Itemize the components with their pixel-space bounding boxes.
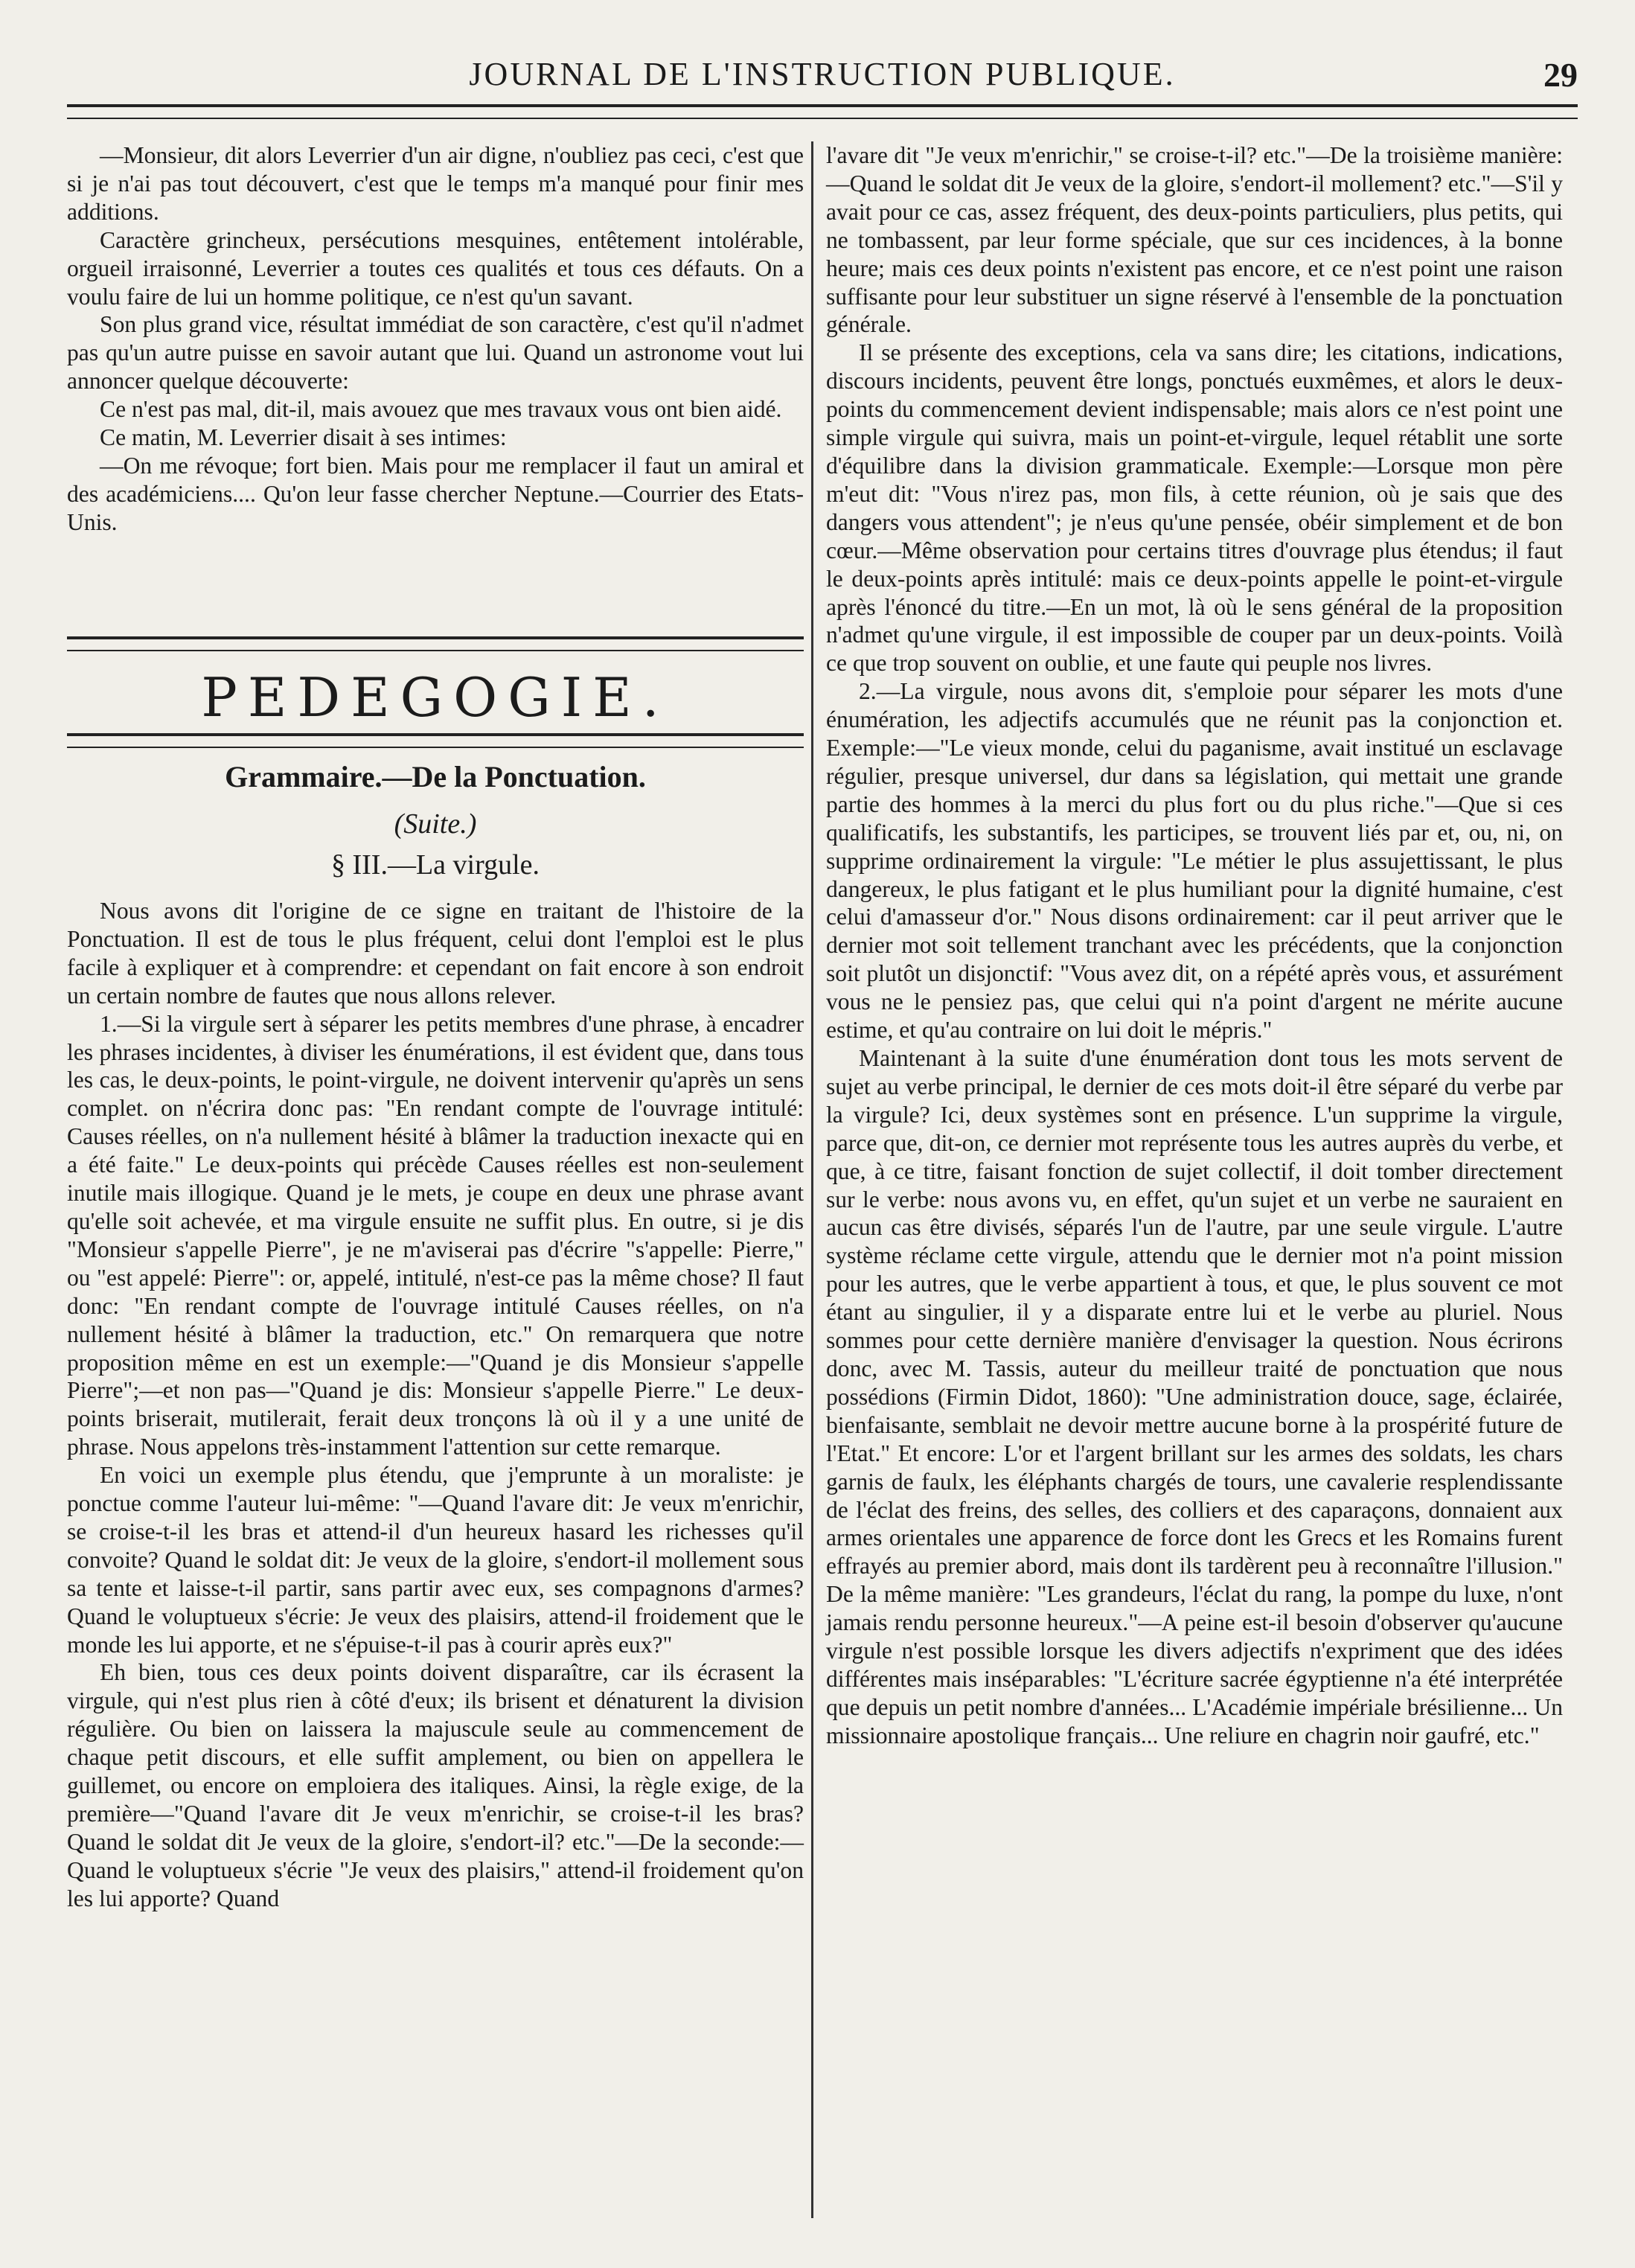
article-continued: (Suite.) [394, 808, 477, 840]
paragraph: Ce n'est pas mal, dit-il, mais avouez que mes travaux vous ont bien aidé. [100, 396, 782, 423]
paragraph: Caractère grincheux, persécutions mesquines, entêtement intolérable, orgueil irraisonné, Leverrier a toutes ces qualités et tous ces défauts. On a voulu faire de lui un homme politique, ce n'est qu'un savant. [67, 226, 804, 310]
article-heading: Grammaire.—De la Ponctuation. [225, 760, 646, 793]
paragraph: Nous avons dit l'origine de ce signe en traitant de l'histoire de la Ponctuation. Il est de tous le plus fréquent, celui dont l'emploi est le plus facile à expliquer et à comprendre: et cependant on fait encore à son endroit un certain nombre de fautes que nous allons relever. [67, 898, 804, 1009]
paragraph: l'avare dit "Je veux m'enrichir," se croise-t-il? etc."—De la troisième manière:—Quand le soldat dit Je veux de la gloire, s'endort-il mollement? etc."—S'il y avait pour ce cas, assez fréquent, des deux-points particuliers, plus petits, qui ne tombassent, par leur forme spéciale, que sur ces incidences, à la bonne heure; mais ces deux points n'existent pas encore, et ce n'est point une raison suffisante pour leur substituer un signe réservé à l'ensemble de la ponctuation générale. [826, 142, 1563, 338]
right-column [826, 141, 1563, 1750]
section-double-rule [67, 733, 804, 748]
paragraph: —On me révoque; fort bien. Mais pour me remplacer il faut un amiral et des académiciens.... Qu'on leur fasse chercher Neptune.—Courrier des Etats-Unis. [67, 452, 804, 535]
page-number: 29 [1543, 56, 1578, 94]
paragraph: Maintenant à la suite d'une énumération dont tous les mots servent de sujet au verbe principal, le dernier de ces mots doit-il être séparé du verbe par la virgule? Ici, deux systèmes sont en présence. L'un supprime la virgule, parce que, dit-on, ce dernier mot représente tous les autres auprès du verbe, et que, à ce titre, faisant fonction de sujet collectif, il doit tomber directement sur le verbe: nous avons vu, en effet, qu'un sujet et un verbe ne sauraient en aucun cas être divisés, séparés l'un de l'autre, par une seule virgule. L'autre système réclame cette virgule, attendu que le dernier mot n'a point mission pour les autres, que le verbe appartient à tous, et que, le plus souvent ce mot étant au singulier, il y a disparate entre lui et le verbe au pluriel. Nous sommes pour cette dernière manière d'envisager la question. Nous écrirons donc, avec M. Tassis, auteur du meilleur traité de ponctuation que nous possédions (Firmin Didot, 1860): "Une administration douce, sage, éclairée, bienfaisante, semblait ne devoir mettre aucune borne à la prospérité future de l'Etat." Et encore: L'or et l'argent brillant sur les armes des soldats, les chars garnis de faulx, les éléphants chargés de tours, une cavalerie resplendissante de l'éclat des freins, des selles, des colliers et des caparaçons, donnaient aux armes orientales une apparence de force dont les Grecs et les Romains furent effrayés au premier abord, mais dont ils tardèrent peu à reconnaître l'illusion." De la même manière: "Les grandeurs, l'éclat du rang, la pompe du luxe, n'ont jamais rendu personne heureux."—A peine est-il besoin d'observer qu'aucune virgule n'est possible lorsque les divers adjectifs n'expriment que des idées différentes mais inséparables: "L'écriture sacrée égyptienne n'a été interprétée que depuis un petit nombre d'années... L'Académie impériale brésilienne... Un missionnaire apostolique français... Une reliure en chagrin noir gaufré, etc." [826, 1045, 1563, 1748]
paragraph: —Monsieur, dit alors Leverrier d'un air digne, n'oubliez pas ceci, c'est que si je n'ai pas tout découvert, c'est que le temps m'a manqué pour finir mes additions. [67, 142, 804, 225]
paragraph: Son plus grand vice, résultat immédiat de son caractère, c'est qu'il n'admet pas qu'un autre puisse en savoir autant que lui. Quand un astronome vout lui annoncer quelque découverte: [67, 311, 804, 394]
paragraph: Ce matin, M. Leverrier disait à ses intimes: [100, 424, 507, 451]
paragraph: Il se présente des exceptions, cela va sans dire; les citations, indications, discours incidents, peuvent être longs, ponctués euxmêmes, et alors le deux-points du commencement devient indispensable; mais alors ce n'est point une simple virgule qui suivra, mais un point-et-virgule, lequel rétablit une sorte d'équilibre dans la division grammaticale. Exemple:—Lorsque mon père m'eut dit: "Vous n'irez pas, mon fils, à cette réunion, où je sais que des dangers vous attendent"; je n'eus qu'une pensée, obéir simplement et de bon cœur.—Même observation pour certains titres d'ouvrage plus étendus; il faut le deux-points après intitulé: mais ce deux-points appelle le point-et-virgule après l'énoncé du titre.—En un mot, là où le sens général de la proposition n'admet qu'une virgule, il est impossible de couper par un deux-points. Voilà ce que trop souvent on oublie, et une faute qui peuple nos livres. [826, 339, 1563, 677]
journal-title: JOURNAL DE L'INSTRUCTION PUBLIQUE. [469, 56, 1176, 92]
header-double-rule [67, 104, 1578, 119]
paragraph: 1.—Si la virgule sert à séparer les petits membres d'une phrase, à encadrer les phrases incidentes, à diviser les énumérations, il est évident que, dans tous les cas, le deux-points, le point-virgule, ne doivent intervenir qu'après un sens complet. on n'écrira donc pas: "En rendant compte de l'ouvrage intitulé: Causes réelles, on n'a nullement hésité à blâmer la traduction inexacte qui en a été faite." Le deux-points qui précède Causes réelles est non-seulement inutile mais illogique. Quand je le mets, je coupe en deux une phrase avant qu'elle soit achevée, et ma virgule ensuite ne suffit plus. En outre, si je dis "Monsieur s'appelle Pierre", je ne m'aviserai pas d'écrire "s'appelle: Pierre," ou "est appelé: Pierre": or, appelé, intitulé, n'est-ce pas la même chose? Il faut donc: "En rendant compte de l'ouvrage intitulé Causes réelles, on n'a nullement hésité à blâmer la traduction, etc." On remarquera que notre proposition même en est un exemple:—"Quand je dis Monsieur s'appelle Pierre";—et non pas—"Quand je dis: Monsieur s'appelle Pierre." Le deux-points briserait, mutilerait, ferait deux tronçons là où il y a une unité de phrase. Nous appelons très-instamment l'attention sur cette remarque. [67, 1010, 804, 1460]
left-column-body [67, 897, 804, 1913]
column-divider [811, 141, 813, 2218]
running-head [67, 52, 1578, 104]
paragraph: Eh bien, tous ces deux points doivent disparaître, car ils écrasent la virgule, qui n'est plus rien à côté d'eux; ils brisent et dénaturent la division régulière. Ou bien on laissera la majuscule seule au commencement de chaque petit discours, et elle suffit amplement, ou bien on appellera le guillemet, ou encore on emploiera des italiques. Ainsi, la règle exige, de la première—"Quand l'avare dit Je veux m'enrichir, se croise-t-il les bras? Quand le soldat dit Je veux de la gloire, s'endort-il? etc."—De la seconde:—Quand le voluptueux s'écrie "Je veux des plaisirs," attend-il froidement qu'on les lui apporte? Quand [67, 1659, 804, 1911]
paragraph: En voici un exemple plus étendu, que j'emprunte à un moraliste: je ponctue comme l'auteur lui-même: "—Quand l'avare dit: Je veux m'enrichir, se croise-t-il les bras et attend-il d'un heureux hasard les richesses qu'il convoite? Quand le soldat dit: Je veux de la gloire, s'endort-il mollement sous sa tente et laisse-t-il partir, sans partir avec eux, ses compagnons d'armes? Quand le voluptueux s'écrie: Je veux des plaisirs, attend-il froidement que le monde les lui apporte, et ne s'épuise-t-il pas à courir après eux?" [67, 1462, 804, 1658]
section-title: PEDEGOGIE. [201, 666, 670, 729]
paragraph: 2.—La virgule, nous avons dit, s'emploie pour séparer les mots d'une énumération, les adjectifs accumulés que ne réunit pas la conjonction et. Exemple:—"Le vieux monde, celui du paganisme, avait institué un esclavage régulier, presque universel, dur dans sa législation, qui mettait une grande partie des hommes à la merci du plus fort ou du plus riche."—Que si ces qualificatifs, les substantifs, les participes, se trouvent liés par et, ou, ni, on supprime ordinairement la virgule: "Le métier le plus assujettissant, le plus dangereux, le plus fatigant et le plus humiliant pour la dignité humaine, c'est celui d'amasseur d'or." Nous disons ordinairement: car il peut arriver que le dernier mot soit tellement tranchant avec les précédents, que la conjonction soit plutôt un disjonctif: "Vous avez dit, on a répété après vous, et assurément vous ne le pensiez pas, que celui qui n'a point d'argent ne mérite aucune estime, et qu'au contraire on lui doit le mépris." [826, 678, 1563, 1044]
subsection-heading: § III.—La virgule. [331, 849, 540, 881]
left-column-top [67, 141, 804, 537]
section-double-rule [67, 636, 804, 651]
